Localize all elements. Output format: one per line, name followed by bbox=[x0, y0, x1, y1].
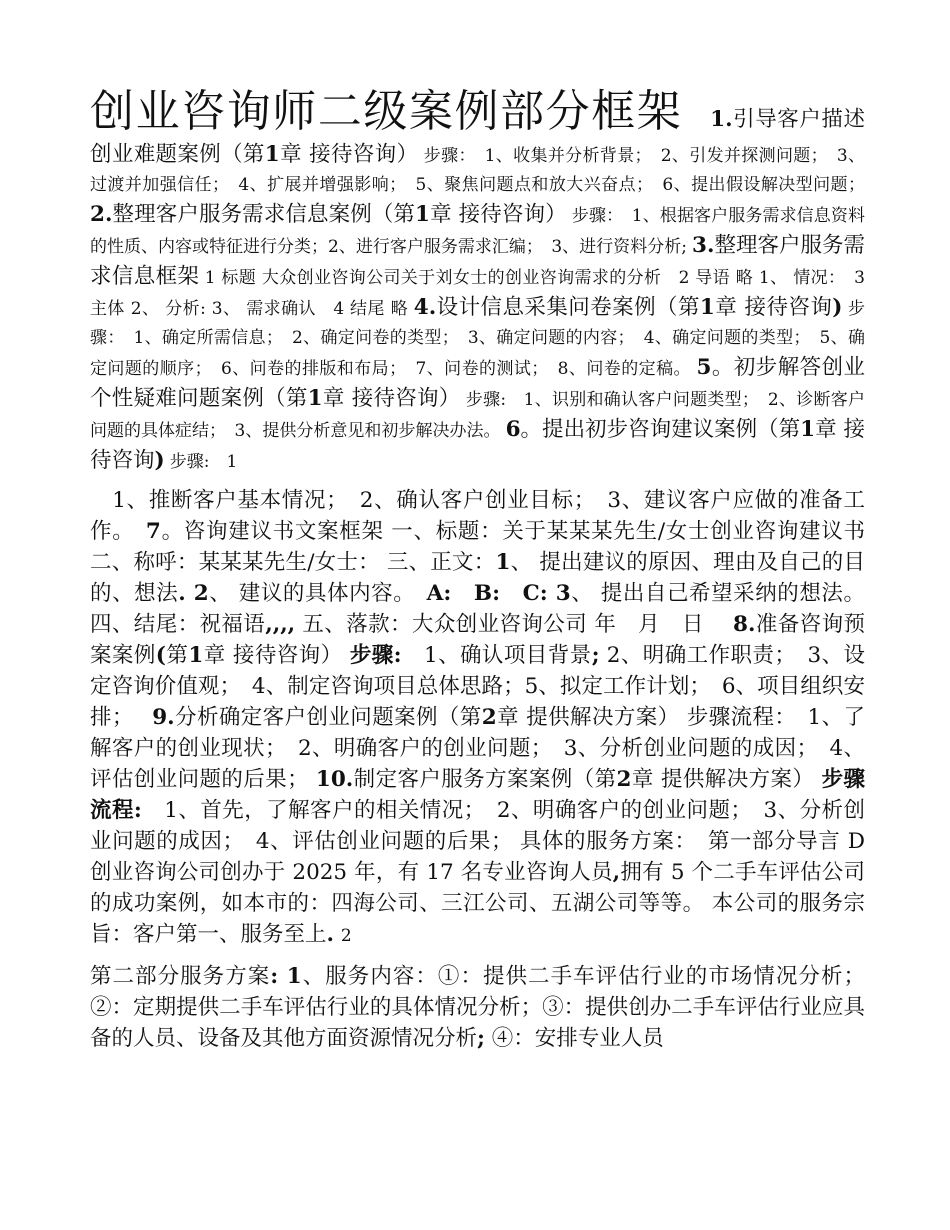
section-heading: 整理客户服务需求信息案例（第 bbox=[112, 202, 416, 227]
part-two-block bbox=[90, 961, 865, 1054]
section-number: 7 bbox=[145, 519, 161, 544]
section-heading: 分析确定客户创业问题案例（第 bbox=[174, 705, 482, 730]
page-number: 1 bbox=[226, 452, 238, 472]
section-heading-tail: 章 接待咨询） bbox=[430, 202, 567, 227]
steps-label: 步骤: bbox=[349, 643, 402, 668]
chapter-number: 2 bbox=[616, 767, 632, 792]
section-number: 8. bbox=[733, 612, 756, 637]
bold-punct: ,,,, bbox=[265, 612, 296, 637]
section-number: 5 bbox=[696, 355, 712, 380]
steps-label: 步骤流程: bbox=[90, 767, 865, 823]
section-body: 1 标题 大众创业咨询公司关于刘女士的创业咨询需求的分析 2 导语 略 1、 情况： 3 主体 2、 分析: 3、 需求确认 4 结尾 略 bbox=[90, 268, 865, 319]
section-steps: 步骤: 1、识别和确认客户问题类型； 2、诊断客户问题的具体症结； 3、提供分析意见和初步解决办法。 bbox=[90, 390, 866, 441]
section-number: 3. bbox=[692, 233, 715, 258]
bold-punct: ; bbox=[591, 643, 600, 668]
section-heading-tail: 章 接待咨询 bbox=[90, 417, 865, 473]
section-steps: 步骤： 1、收集并分析背景； 2、引发并探测问题； 3、过渡并加强信任； 4、扩展并增强影响； 5、聚焦问题点和放大兴奋点； 6、提出假设解决型问题； bbox=[90, 146, 865, 195]
section-body: 、 建议的具体内容。 bbox=[208, 581, 405, 606]
part-body: ④：安排专业人员 bbox=[484, 1026, 664, 1051]
paren: ) bbox=[154, 448, 165, 473]
section-steps: 1、确认项目背景 bbox=[423, 643, 592, 668]
section-heading-tail: 章 接待咨询） bbox=[322, 386, 461, 411]
section-block-6-10 bbox=[90, 485, 865, 951]
bold-punct: . bbox=[326, 922, 335, 947]
section-heading-tail: 章 接待咨询 bbox=[714, 295, 833, 320]
part-heading: 第二部分服务方案 bbox=[90, 964, 271, 989]
bold-punct: ; bbox=[477, 1026, 485, 1051]
bold-number: 1 bbox=[495, 550, 511, 575]
section-heading: 。初步解答创业个性疑难问题案例（第 bbox=[90, 355, 865, 411]
chapter-number: 1 bbox=[800, 417, 816, 442]
bold-number: . 2 bbox=[178, 581, 209, 606]
section-heading-tail: 章 提供解决方案） bbox=[496, 705, 680, 730]
section-heading-tail: 章 提供解决方案） bbox=[631, 767, 815, 792]
bold-punct: : bbox=[270, 964, 279, 989]
section-steps: 2、明确工作职责； 3、设定咨询价值观； 4、制定咨询项目总体思路；5、拟定工作计划； 6、项目组织安排； bbox=[90, 643, 865, 730]
section-number: 6 bbox=[505, 417, 521, 442]
section-number: 1. bbox=[710, 107, 733, 132]
chapter-number: 1 bbox=[415, 202, 430, 227]
page-number: 2 bbox=[340, 926, 352, 946]
section-heading: 引导客户描述创业难题案例（第 bbox=[90, 107, 865, 167]
section-heading: 。提出初步咨询建议案例（第 bbox=[520, 417, 801, 442]
section-number: 10. bbox=[315, 767, 354, 792]
steps-label: 步骤: bbox=[169, 452, 210, 472]
section-steps: 步骤： 1、根据客户服务需求信息资料的性质、内容或特征进行分类；2、进行客户服务需求汇编； 3、进行资料分析; bbox=[90, 206, 865, 257]
bold-letters: A: B: bbox=[426, 581, 501, 606]
section-heading: 整理客户服务需求信息框架 bbox=[90, 233, 865, 289]
section-heading: 第 bbox=[165, 643, 189, 668]
document-title: 创业咨询师二级案例部分框架 bbox=[90, 86, 683, 137]
section-heading: 制定客户服务方案案例（第 bbox=[353, 767, 617, 792]
section-body: 。咨询建议书文案框架 一、标题：关于某某某先生/女士创业咨询建议书 二、称呼：某某某先生/女士： 三、正文： bbox=[90, 519, 865, 575]
section-number: 9. bbox=[152, 705, 175, 730]
chapter-number: 1 bbox=[307, 386, 323, 411]
section-steps: 1、首先，了解客户的相关情况； 2、明确客户的创业问题； 3、分析创业问题的成因； 4、评估创业问题的后果； 具体的服务方案： 第一部分导言 D 创业咨询公司创办于 2025 年，有 17 名专业咨询人员 bbox=[90, 798, 866, 885]
bold-punct: , bbox=[612, 860, 621, 885]
paren: ) bbox=[832, 295, 843, 320]
section-body: 、 提出自己希望采纳的想法。 四、结尾：祝福语 bbox=[90, 581, 865, 637]
spacer bbox=[500, 581, 523, 606]
section-steps: 步骤流程： 1、了解客户的创业现状； 2、明确客户的创业问题； 3、分析创业问题的成因； 4、评估创业问题的后果； bbox=[90, 705, 865, 792]
chapter-number: 2 bbox=[481, 705, 497, 730]
section-number: 2. bbox=[90, 202, 113, 227]
section-heading-tail: 章 接待咨询） bbox=[203, 643, 343, 668]
section-block-1-6 bbox=[90, 84, 865, 477]
bold-number: 1 bbox=[278, 964, 302, 989]
section-body: 、 提出建议的原因、理由及自己的目的、想法 bbox=[90, 550, 865, 606]
section-number: 4. bbox=[413, 295, 437, 320]
section-steps: 步骤： 1、确定所需信息； 2、确定问卷的类型； 3、确定问题的内容； 4、确定问题的类型； 5、确定问题的顺序； 6、问卷的排版和布局； 7、问卷的测试； 8、问卷的定稿。 bbox=[90, 299, 865, 379]
part-body: 、服务内容：①：提供二手车评估行业的市场情况分析；②：定期提供二手车评估行业的具体情况分析；③：提供创办二手车评估行业应具备的人员、设备及其他方面资源情况分析 bbox=[90, 964, 865, 1051]
document-page bbox=[90, 86, 866, 1054]
section-steps: 1、推断客户基本情况； 2、确认客户创业目标； 3、建议客户应做的准备工作。 bbox=[90, 488, 865, 544]
bold-letters: C: 3 bbox=[522, 581, 571, 606]
paren: ( bbox=[155, 643, 166, 668]
section-heading-tail: 章 接待咨询） bbox=[279, 142, 419, 167]
section-body: 拥有 5 个二手车评估公司的成功案例，如本市的：四海公司、三江公司、五湖公司等等。 本公司的服务宗旨：客户第一、服务至上 bbox=[90, 860, 865, 947]
section-body: 五、落款：大众创业咨询公司 年 月 日 bbox=[295, 612, 704, 637]
chapter-number: 1 bbox=[188, 643, 204, 668]
section-heading: 设计信息采集问卷案例（第 bbox=[436, 295, 700, 320]
section-heading: 准备咨询预案案例 bbox=[90, 612, 865, 668]
chapter-number: 1 bbox=[699, 295, 715, 320]
chapter-number: 1 bbox=[264, 142, 280, 167]
